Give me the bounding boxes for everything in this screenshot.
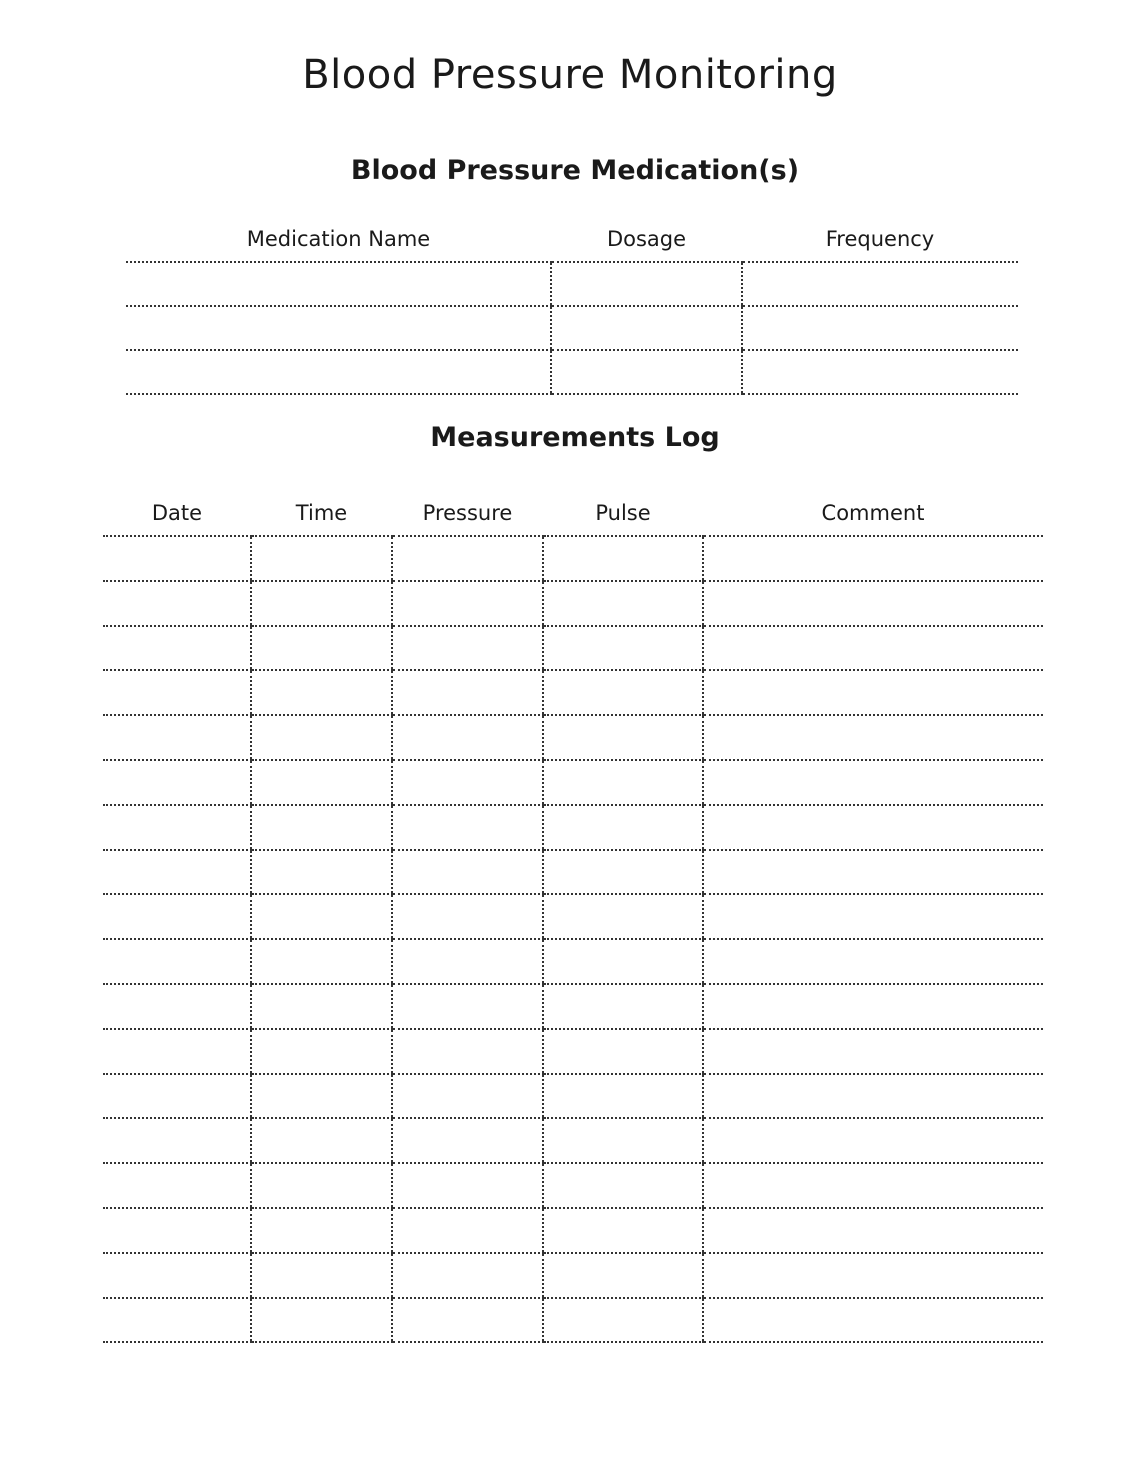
pressure-cell[interactable] bbox=[392, 1074, 543, 1119]
table-row bbox=[103, 1118, 1043, 1163]
time-cell[interactable] bbox=[251, 581, 392, 626]
date-cell[interactable] bbox=[103, 1074, 251, 1119]
time-cell[interactable] bbox=[251, 1298, 392, 1343]
pressure-cell[interactable] bbox=[392, 939, 543, 984]
time-cell[interactable] bbox=[251, 805, 392, 850]
date-cell[interactable] bbox=[103, 760, 251, 805]
pressure-cell[interactable] bbox=[392, 581, 543, 626]
pulse-cell[interactable] bbox=[543, 760, 703, 805]
table-row bbox=[103, 894, 1043, 939]
comment-cell[interactable] bbox=[703, 1298, 1043, 1343]
pressure-cell[interactable] bbox=[392, 1118, 543, 1163]
table-row bbox=[103, 1029, 1043, 1074]
measurements-rows bbox=[103, 536, 1043, 1342]
table-row bbox=[103, 1163, 1043, 1208]
date-cell[interactable] bbox=[103, 1208, 251, 1253]
date-cell[interactable] bbox=[103, 670, 251, 715]
pulse-cell[interactable] bbox=[543, 581, 703, 626]
time-cell[interactable] bbox=[251, 894, 392, 939]
comment-cell[interactable] bbox=[703, 984, 1043, 1029]
comment-cell[interactable] bbox=[703, 1029, 1043, 1074]
time-cell[interactable] bbox=[251, 536, 392, 581]
table-row bbox=[126, 306, 1018, 350]
comment-cell[interactable] bbox=[703, 760, 1043, 805]
pulse-cell[interactable] bbox=[543, 626, 703, 671]
column-header-medication-name: Medication Name bbox=[126, 222, 551, 262]
time-cell[interactable] bbox=[251, 850, 392, 895]
pressure-cell[interactable] bbox=[392, 626, 543, 671]
pressure-cell[interactable] bbox=[392, 850, 543, 895]
comment-cell[interactable] bbox=[703, 1208, 1043, 1253]
dosage-cell[interactable] bbox=[551, 306, 742, 350]
table-row bbox=[103, 805, 1043, 850]
date-cell[interactable] bbox=[103, 894, 251, 939]
comment-cell[interactable] bbox=[703, 715, 1043, 760]
pressure-cell[interactable] bbox=[392, 894, 543, 939]
column-header-comment: Comment bbox=[703, 496, 1043, 536]
column-header-time: Time bbox=[251, 496, 392, 536]
pulse-cell[interactable] bbox=[543, 536, 703, 581]
pulse-cell[interactable] bbox=[543, 1074, 703, 1119]
time-cell[interactable] bbox=[251, 1253, 392, 1298]
comment-cell[interactable] bbox=[703, 1074, 1043, 1119]
comment-cell[interactable] bbox=[703, 850, 1043, 895]
comment-cell[interactable] bbox=[703, 670, 1043, 715]
table-row bbox=[103, 1074, 1043, 1119]
date-cell[interactable] bbox=[103, 1298, 251, 1343]
table-row bbox=[103, 626, 1043, 671]
pressure-cell[interactable] bbox=[392, 536, 543, 581]
date-cell[interactable] bbox=[103, 805, 251, 850]
column-header-dosage: Dosage bbox=[551, 222, 742, 262]
pulse-cell[interactable] bbox=[543, 939, 703, 984]
pulse-cell[interactable] bbox=[543, 715, 703, 760]
column-header-frequency: Frequency bbox=[742, 222, 1018, 262]
time-cell[interactable] bbox=[251, 760, 392, 805]
medication-name-cell[interactable] bbox=[126, 306, 551, 350]
medication-name-cell[interactable] bbox=[126, 262, 551, 306]
time-cell[interactable] bbox=[251, 715, 392, 760]
date-cell[interactable] bbox=[103, 626, 251, 671]
pulse-cell[interactable] bbox=[543, 1298, 703, 1343]
comment-cell[interactable] bbox=[703, 894, 1043, 939]
pulse-cell[interactable] bbox=[543, 850, 703, 895]
date-cell[interactable] bbox=[103, 1029, 251, 1074]
table-row bbox=[103, 536, 1043, 581]
comment-cell[interactable] bbox=[703, 1118, 1043, 1163]
frequency-cell[interactable] bbox=[742, 262, 1018, 306]
table-row bbox=[103, 1298, 1043, 1343]
comment-cell[interactable] bbox=[703, 626, 1043, 671]
pressure-cell[interactable] bbox=[392, 1208, 543, 1253]
dosage-cell[interactable] bbox=[551, 350, 742, 394]
pressure-cell[interactable] bbox=[392, 1253, 543, 1298]
measurements-log-table bbox=[103, 496, 1043, 1343]
time-cell[interactable] bbox=[251, 1208, 392, 1253]
table-row bbox=[103, 850, 1043, 895]
date-cell[interactable] bbox=[103, 536, 251, 581]
comment-cell[interactable] bbox=[703, 1163, 1043, 1208]
table-row bbox=[103, 715, 1043, 760]
time-cell[interactable] bbox=[251, 939, 392, 984]
table-row bbox=[103, 760, 1043, 805]
date-cell[interactable] bbox=[103, 581, 251, 626]
pulse-cell[interactable] bbox=[543, 805, 703, 850]
date-cell[interactable] bbox=[103, 1253, 251, 1298]
comment-cell[interactable] bbox=[703, 581, 1043, 626]
table-row bbox=[103, 984, 1043, 1029]
pressure-cell[interactable] bbox=[392, 715, 543, 760]
frequency-cell[interactable] bbox=[742, 350, 1018, 394]
table-header-row bbox=[126, 222, 1018, 262]
pressure-cell[interactable] bbox=[392, 760, 543, 805]
medication-name-cell[interactable] bbox=[126, 350, 551, 394]
pulse-cell[interactable] bbox=[543, 894, 703, 939]
date-cell[interactable] bbox=[103, 1163, 251, 1208]
table-row bbox=[103, 939, 1043, 984]
time-cell[interactable] bbox=[251, 670, 392, 715]
table-header-row bbox=[103, 496, 1043, 536]
table-row bbox=[103, 670, 1043, 715]
pulse-cell[interactable] bbox=[543, 1253, 703, 1298]
medications-rows bbox=[126, 262, 1018, 394]
pulse-cell[interactable] bbox=[543, 1208, 703, 1253]
date-cell[interactable] bbox=[103, 850, 251, 895]
column-header-date: Date bbox=[103, 496, 251, 536]
frequency-cell[interactable] bbox=[742, 306, 1018, 350]
time-cell[interactable] bbox=[251, 626, 392, 671]
column-header-pressure: Pressure bbox=[392, 496, 543, 536]
table-row bbox=[103, 1253, 1043, 1298]
dosage-cell[interactable] bbox=[551, 262, 742, 306]
pressure-cell[interactable] bbox=[392, 1298, 543, 1343]
pulse-cell[interactable] bbox=[543, 984, 703, 1029]
table-row bbox=[126, 350, 1018, 394]
table-row bbox=[126, 262, 1018, 306]
date-cell[interactable] bbox=[103, 939, 251, 984]
page-title: Blood Pressure Monitoring bbox=[302, 52, 838, 98]
column-header-pulse: Pulse bbox=[543, 496, 703, 536]
comment-cell[interactable] bbox=[703, 805, 1043, 850]
pulse-cell[interactable] bbox=[543, 1029, 703, 1074]
time-cell[interactable] bbox=[251, 1118, 392, 1163]
table-row bbox=[103, 1208, 1043, 1253]
pulse-cell[interactable] bbox=[543, 1163, 703, 1208]
time-cell[interactable] bbox=[251, 984, 392, 1029]
pressure-cell[interactable] bbox=[392, 670, 543, 715]
pressure-cell[interactable] bbox=[392, 1163, 543, 1208]
medications-heading: Blood Pressure Medication(s) bbox=[350, 155, 800, 186]
pressure-cell[interactable] bbox=[392, 1029, 543, 1074]
table-row bbox=[103, 581, 1043, 626]
log-heading: Measurements Log bbox=[430, 422, 720, 453]
comment-cell[interactable] bbox=[703, 1253, 1043, 1298]
time-cell[interactable] bbox=[251, 1029, 392, 1074]
date-cell[interactable] bbox=[103, 715, 251, 760]
time-cell[interactable] bbox=[251, 1074, 392, 1119]
date-cell[interactable] bbox=[103, 984, 251, 1029]
comment-cell[interactable] bbox=[703, 939, 1043, 984]
time-cell[interactable] bbox=[251, 1163, 392, 1208]
date-cell[interactable] bbox=[103, 1118, 251, 1163]
comment-cell[interactable] bbox=[703, 536, 1043, 581]
pressure-cell[interactable] bbox=[392, 805, 543, 850]
pulse-cell[interactable] bbox=[543, 670, 703, 715]
pulse-cell[interactable] bbox=[543, 1118, 703, 1163]
medications-table bbox=[126, 222, 1018, 395]
pressure-cell[interactable] bbox=[392, 984, 543, 1029]
